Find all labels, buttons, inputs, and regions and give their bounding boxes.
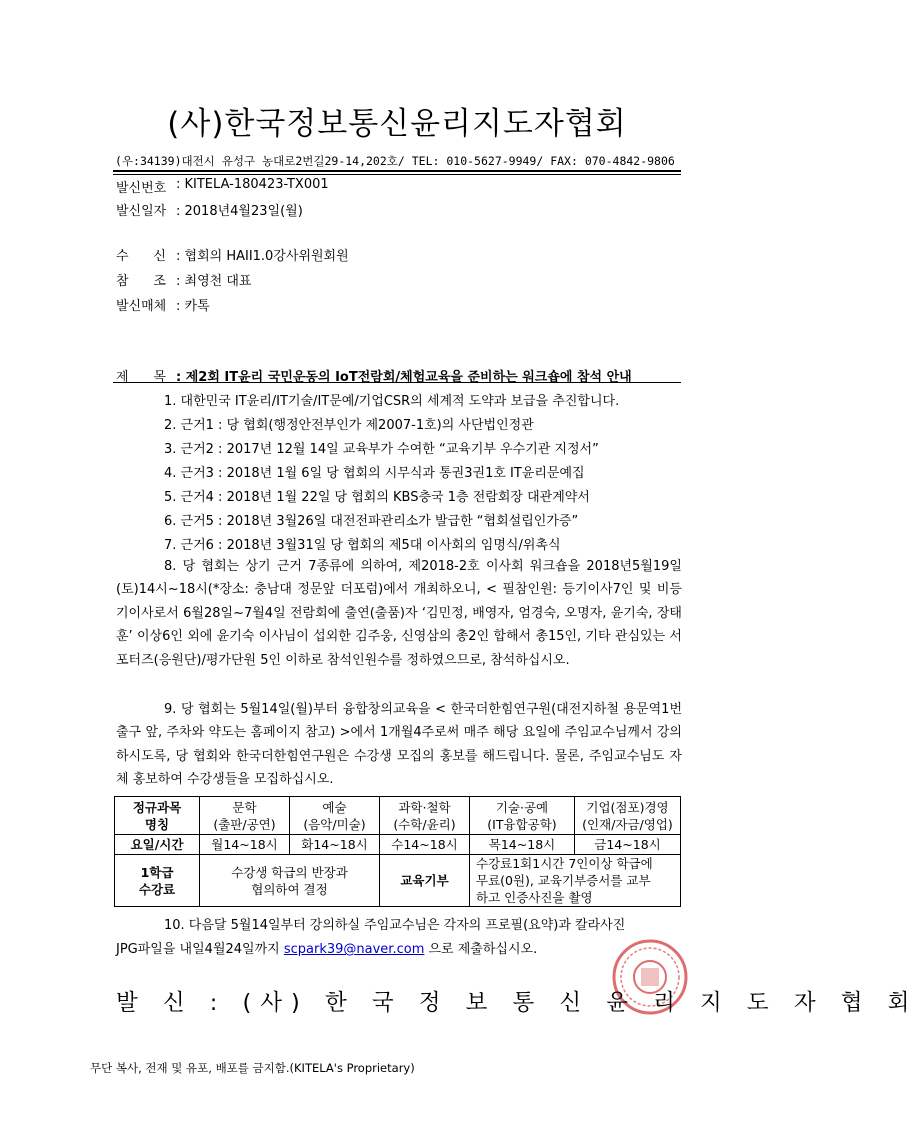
list-item: 2. 근거1 : 당 협회(행정안전부인가 제2007-1호)의 사단법인정관 [164,418,534,433]
list-item: 7. 근거6 : 2018년 3월31일 당 협회의 제5대 이사회의 임명식/위촉식 [164,538,561,553]
paragraph-9: 9. 당 협회는 5월14일(월)부터 융합창의교육을 < 한국더한힘연구원(대전지하철 용문역1번 출구 앞, 주차와 약도는 홈페이지 참고) >에서 1개월4주로써 매주 해당 요일에 주임교수님께서 강의하시도록, 당 협회와 한국더한힘연구원은 수강생 모집의 홍보를 해드립니다. 물론, 주임교수님도 자체 홍보하여 수강생들을 모집하십시오. [116,702,682,788]
table-cell: 목14~18시 [470,835,575,855]
table-cell: 수강생 학급의 반장과 협의하여 결정 [200,855,380,907]
list-item: 4. 근거3 : 2018년 1월 6일 당 협회의 시무식과 통권3권1호 IT윤리문예집 [164,466,585,481]
table-cell: 수강료1회1시간 7인이상 학급에 무료(0원), 교육기부증서를 교부 하고 인증사진을 촬영 [470,855,681,907]
doc-no-label: 발신번호 [116,181,167,196]
table-cell: 기업(점포)경영 (인재/자금/영업) [575,797,681,835]
table-row [115,835,681,855]
table-cell: 월14~18시 [200,835,290,855]
list-item: 1. 대한민국 IT윤리/IT기술/IT문예/기업CSR의 세계적 도약과 보급을 추진합니다. [164,394,620,409]
table-cell: 예술 (음악/미술) [290,797,380,835]
email-link[interactable]: scpark39@naver.com [283,942,425,957]
address-line: (우:34139)대전시 유성구 농대로2번길29-14,202호/ TEL: 010-5627-9949/ FAX: 070-4842-9806 [115,154,675,168]
table-header-cell: 교육기부 [380,855,470,907]
table-cell: 문학 (출판/공연) [200,797,290,835]
table-cell: 화14~18시 [290,835,380,855]
header-divider [113,170,681,172]
table-cell: 수14~18시 [380,835,470,855]
date-value: : 2018년4월23일(월) [176,204,303,219]
medium-label: 발신매체 [116,299,167,314]
table-cell: 과학·철학 (수학/윤리) [380,797,470,835]
course-schedule-table [114,796,681,907]
table-cell: 금14~18시 [575,835,681,855]
paragraph-10-cont: JPG파일을 내일4월24일까지 scpark39@naver.com 으로 제출하십시오. [116,942,538,957]
list-item: 6. 근거5 : 2018년 3월26일 대전전파관리소가 발급한 “협회설립인가증” [164,514,579,529]
table-cell: 기술·공예 (IT융합공학) [470,797,575,835]
paragraph-10: 10. 다음달 5월14일부터 강의하실 주임교수님은 각자의 프로필(요약)과 칼라사진 [164,918,626,933]
table-header-cell: 요일/시간 [115,835,200,855]
recipient-value: : 협회의 HAII1.0강사위원회원 [176,249,349,264]
footer-notice: 무단 복사, 전재 및 유포, 배포를 금지함.(KITELA's Proprietary) [90,1061,415,1075]
table-header-cell: 정규과목 명칭 [115,797,200,835]
date-label: 발신일자 [116,204,167,219]
page-title: (사)한국정보통신윤리지도자협회 [167,106,627,142]
subject-bold: : 제2회 IT윤리 국민운동의 IoT전람회/체험교육을 준비하는 워크숍에 참석 안내 [176,370,632,385]
doc-no-value: : KITELA-180423-TX001 [176,177,329,192]
list-item: 5. 근거4 : 2018년 1월 22일 당 협회의 KBS충국 1층 전람회장 대관계약서 [164,490,590,505]
header-divider-thin [113,174,681,175]
cc-label: 참 조 [116,274,166,289]
subject-label: 제 목 [116,370,166,385]
table-row [115,855,681,907]
table-row [115,797,681,835]
cc-value: : 최영천 대표 [176,274,252,289]
recipient-label: 수 신 [116,249,166,264]
list-item: 3. 근거2 : 2017년 12월 14일 교육부가 수여한 “교육기부 우수기관 지정서” [164,442,599,457]
subject-underline [113,382,681,383]
table-header-cell: 1학급 수강료 [115,855,200,907]
medium-value: : 카톡 [176,299,210,314]
paragraph-8: 8. 당 협회는 상기 근거 7종류에 의하여, 제2018-2호 이사회 워크숍을 2018년5월19일(토)14시~18시(*장소: 충남대 정문앞 더포럼)에서 개최하오니, < 필참인원: 등기이사7인 및 비등기이사로서 6월28일~7월4일 전람회에 출연(출품)자 ‘김민정, 배영자, 엄경숙, 오명자, 윤기숙, 장태훈’ 이상6인 외에 윤기숙 이사님이 섭외한 김주웅, 신영삼의 총2인 합해서 총15인, 기타 관심있는 서포터즈(응원단)/평가단원 5인 이하로 참석인원수를 정하였으므로, 참석하십시오. [116,559,682,668]
sender-signature: 발 신 : (사) 한 국 정 보 통 신 윤 리 지 도 자 협 회 [116,990,918,1016]
